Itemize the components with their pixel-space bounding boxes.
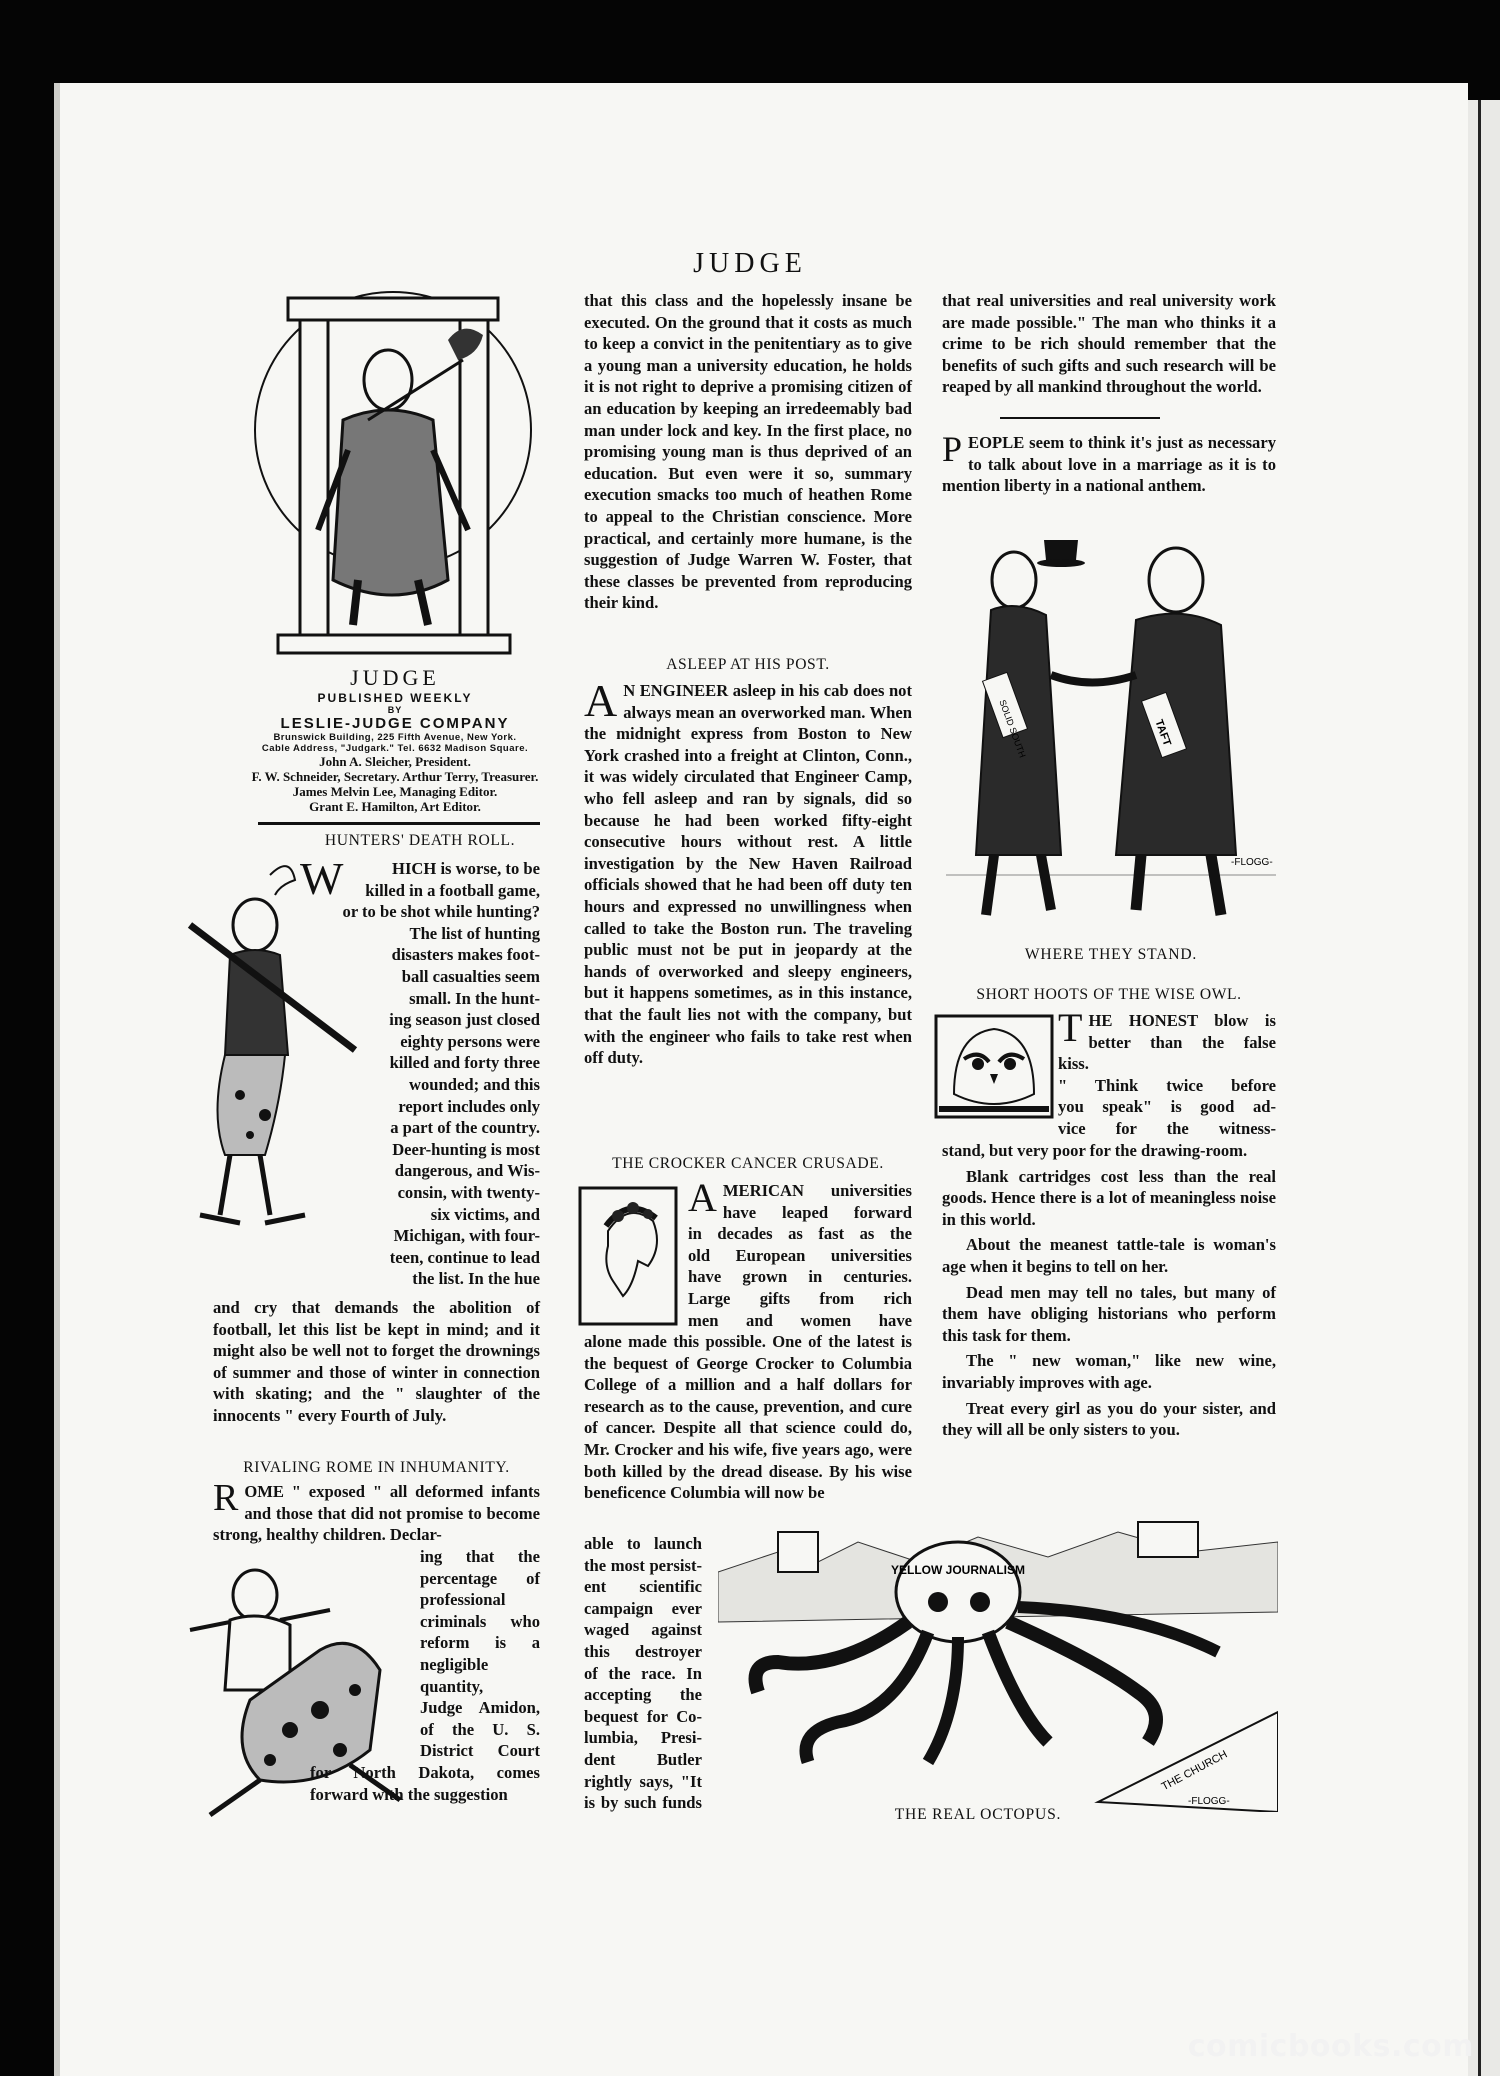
woman-portrait bbox=[578, 1186, 678, 1326]
octopus-head-label: YELLOW JOURNALISM bbox=[891, 1563, 1025, 1577]
owl-lines bbox=[1058, 1005, 1276, 1140]
owl-paragraph: Dead men may tell no tales, but many of them have obliging historians who perform this task for them. bbox=[942, 1282, 1276, 1345]
owl-illustration bbox=[934, 1014, 1054, 1119]
crocker-heading: THE CROCKER CANCER CRUSADE. bbox=[612, 1155, 884, 1172]
crocker-narrow bbox=[584, 1533, 702, 1814]
crocker-lines-line: MERICAN universities bbox=[722, 1181, 912, 1200]
colophon bbox=[250, 665, 540, 814]
hunters-lines-line: Michigan, with four- bbox=[393, 1226, 540, 1246]
crocker-dropcap: A bbox=[688, 1175, 717, 1220]
rome-lines-line: of the U. S. bbox=[420, 1719, 540, 1739]
hunters-lines-line: killed in a football game, bbox=[365, 880, 540, 900]
hunters-lines-line: consin, with twenty- bbox=[397, 1182, 540, 1202]
watermark: comicbooks.com bbox=[1187, 2029, 1474, 2064]
crocker-body: alone made this possible. One of the latest is the bequest of George Crocker to Columbia College of a million and a half dollars for research as to the cause, prevention, and cure of cancer. Despite all that science could do, Mr. Crocker and his wife, five years ago, were both killed by the dread disease. By his wise beneficence Columbia will now be bbox=[584, 1332, 912, 1503]
octopus-caption: THE REAL OCTOPUS. bbox=[894, 1806, 1062, 1823]
rome-lines-line: criminals who bbox=[420, 1611, 540, 1631]
hunters-lines-line: the list. In the hue bbox=[412, 1269, 540, 1289]
hunters-lines-line: ing season just closed bbox=[389, 1010, 540, 1030]
rome-lines-line: Judge Amidon, bbox=[420, 1698, 540, 1718]
crocker-narrow-line: able to launch bbox=[584, 1534, 702, 1553]
owl-lines-line: HE HONEST blow is bbox=[1088, 1011, 1276, 1030]
colophon-art-editor: Grant E. Hamilton, Art Editor. bbox=[309, 799, 481, 814]
hunters-text bbox=[300, 853, 540, 1290]
colophon-title: JUDGE bbox=[350, 665, 440, 690]
rome-intro-text: OME " exposed " all deformed infants and those that did not promise to become strong, healthy children. Declar- bbox=[213, 1482, 540, 1545]
colophon-address: Brunswick Building, 225 Fifth Avenue, New York. bbox=[273, 732, 517, 743]
hunters-lines-line: six victims, and bbox=[430, 1204, 540, 1224]
asleep-body: N ENGINEER asleep in his cab does not always mean an overworked man. When the midnight express from Boston to New York crashed into a freight at Clinton, Conn., it was widely circulated that Engineer Camp, who fell asleep and ran by signals, did so because he had been worked fifty-eight consecutive hours without rest. A little investigation by the New Haven Railroad officials showed that he had been off duty ten hours and expressed no unwillingness when called to take the Boston run. The traveling public must not be put in jeopardy at the hands of overworked and sleepy engineers, but it happens sometimes, as in this instance, that the fault lies not with the company, but with the engineer who fails to take rest when off duty. bbox=[584, 681, 912, 1068]
owl-paragraph: About the meanest tattle-tale is woman's age when it begins to tell on her. bbox=[942, 1235, 1276, 1276]
rome-lines-line: quantity, bbox=[420, 1676, 484, 1696]
hunters-lines-line: killed and forty three bbox=[389, 1053, 540, 1073]
owl-lines-line: " Think twice before bbox=[1058, 1075, 1276, 1095]
rome-lines-line: negligible bbox=[420, 1654, 489, 1674]
rome-lines bbox=[420, 1546, 540, 1762]
page-left-edge bbox=[54, 83, 60, 2076]
colophon-managing-editor: James Melvin Lee, Managing Editor. bbox=[292, 784, 498, 799]
crocker-lines-line: men and women have bbox=[688, 1310, 912, 1330]
crocker-lines-line: Large gifts from rich bbox=[688, 1288, 912, 1308]
colophon-officers: F. W. Schneider, Secretary. Arthur Terry, Treasurer. bbox=[251, 769, 539, 784]
crocker-narrow-line: of the race. In bbox=[584, 1663, 702, 1683]
colophon-cable: Cable Address, "Judgark." Tel. 6632 Madison Square. bbox=[261, 743, 529, 754]
octopus-cartoon bbox=[718, 1512, 1278, 1812]
hunters-lines bbox=[300, 853, 540, 1290]
colophon-by: BY bbox=[387, 705, 403, 715]
hunters-lines-line: The list of hunting bbox=[409, 923, 540, 943]
hunters-lines-line: or to be shot while hunting? bbox=[342, 902, 540, 922]
rome-lines-line: ing that the bbox=[420, 1547, 540, 1566]
crocker-narrow-line: bequest for Co- bbox=[584, 1706, 702, 1726]
owl-lines-line: vice for the witness- bbox=[1058, 1118, 1276, 1138]
crocker-narrow-line: rightly says, "It bbox=[584, 1771, 702, 1791]
owl-paragraph: Treat every girl as you do your sister, and they will all be only sisters to you. bbox=[942, 1398, 1276, 1440]
colophon-rule bbox=[258, 822, 540, 825]
rome-dropcap: R bbox=[213, 1477, 239, 1519]
crocker-continued: that real universities and real university work are made possible." The man who thinks it a crime to be rich should remember that the benefits of such gifts and such research will be reaped by all mankind throughout the world. bbox=[942, 291, 1276, 397]
hunters-lines-line: HICH is worse, to be bbox=[392, 859, 540, 878]
crocker-narrow-line: waged against bbox=[584, 1620, 702, 1640]
crocker-narrow-line: the most persist- bbox=[584, 1555, 702, 1575]
hunters-lines-line: a part of the country. bbox=[390, 1118, 540, 1138]
rome-intro bbox=[213, 1477, 540, 1546]
crocker-narrow-line: lumbia, Presi- bbox=[584, 1728, 702, 1748]
crocker-narrow-line: campaign ever bbox=[584, 1598, 702, 1618]
owl-paragraph: Blank cartridges cost less than the real goods. Hence there is a lot of meaningless noise in this world. bbox=[942, 1166, 1276, 1229]
owl-paragraph: stand, but very poor for the drawing-room. bbox=[942, 1141, 1248, 1160]
asleep-text bbox=[584, 675, 912, 1069]
crocker-narrow-line: this destroyer bbox=[584, 1641, 702, 1661]
masthead-title: JUDGE bbox=[693, 248, 807, 279]
hunters-lines-line: teen, continue to lead bbox=[389, 1247, 540, 1267]
where-they-stand-caption: WHERE THEY STAND. bbox=[1024, 946, 1198, 963]
crocker-lines-line: have grown in centuries. bbox=[688, 1267, 912, 1287]
people-text bbox=[942, 429, 1276, 497]
hunters-lines-line: eighty persons were bbox=[400, 1031, 540, 1051]
rome-lines-line: reform is a bbox=[420, 1633, 540, 1653]
cartoon-label-left: SOLID SOUTH bbox=[997, 698, 1028, 760]
octopus-church-label: THE CHURCH bbox=[1159, 1748, 1230, 1794]
owl-paras bbox=[942, 1140, 1276, 1445]
crocker-lines bbox=[688, 1175, 912, 1331]
crocker-narrow-line: ent scientific bbox=[584, 1577, 702, 1597]
hunters-lines-line: Deer-hunting is most bbox=[392, 1139, 540, 1159]
rome-continued: that this class and the hopelessly insane be executed. On the ground that it costs as much to keep a convict in the penitentiary as to give a young man a university education, he holds it is not right to deprive a promising citizen of an education by keeping an irredeemably bad man under lock and key. In the first place, no promising young man is thus deprived of an education. But even were it so, summary execution smacks too much of heathen Rome to appeal to the Christian conscience. More practical, and certainly more humane, is the suggestion of Judge Warren W. Foster, that these classes be prevented from reproducing their kind. bbox=[584, 291, 912, 613]
owl-lines-line: kiss. bbox=[1058, 1054, 1089, 1074]
judge-illustration bbox=[248, 280, 538, 660]
rome-lines-line: professional bbox=[420, 1590, 506, 1610]
crocker-lines-line: in decades as fast as the bbox=[688, 1224, 912, 1244]
crocker-lines-line: old European universities bbox=[688, 1245, 912, 1265]
owl-paragraph: The " new woman," like new wine, invariably improves with age. bbox=[942, 1351, 1276, 1392]
colophon-subtitle: PUBLISHED WEEKLY bbox=[317, 691, 473, 705]
where-they-stand-cartoon bbox=[946, 525, 1276, 935]
hunters-tail: and cry that demands the abolition of football, let this list be kept in mind; and it might also be well not to forget the drownings of summer and those of winter in connection with skating; and the " slaughter of the innocents " every Fourth of July. bbox=[213, 1298, 540, 1425]
hunters-heading: HUNTERS' DEATH ROLL. bbox=[324, 832, 516, 849]
hunters-lines-line: wounded; and this bbox=[409, 1074, 540, 1094]
crocker-narrow-line: is by such funds bbox=[584, 1793, 702, 1813]
rome-tail: for North Dakota, comes forward with the suggestion bbox=[310, 1763, 540, 1804]
hunters-lines-line: report includes only bbox=[398, 1096, 540, 1116]
octopus-signature: -FLOGG- bbox=[1188, 1796, 1230, 1807]
hunters-lines-line: disasters makes foot- bbox=[391, 945, 540, 965]
owl-lines-line: you speak" is good ad- bbox=[1058, 1097, 1276, 1117]
cartoon-label-right: TAFT bbox=[1152, 717, 1174, 748]
asleep-heading: ASLEEP AT HIS POST. bbox=[666, 656, 830, 673]
hunters-lines-line: ball casualties seem bbox=[401, 966, 540, 986]
colophon-company: LESLIE-JUDGE COMPANY bbox=[280, 715, 510, 732]
rome-heading: RIVALING ROME IN INHUMANITY. bbox=[243, 1459, 510, 1476]
hunters-lines-line: dangerous, and Wis- bbox=[394, 1161, 540, 1181]
owl-heading: SHORT HOOTS OF THE WISE OWL. bbox=[976, 986, 1242, 1003]
crocker-narrow-line: dent Butler bbox=[584, 1749, 702, 1769]
rome-lines-line: percentage of bbox=[420, 1568, 540, 1588]
colophon-president: John A. Sleicher, President. bbox=[319, 754, 471, 769]
people-dropcap: P bbox=[942, 429, 963, 469]
owl-dropcap: T bbox=[1058, 1005, 1083, 1050]
people-body: EOPLE seem to think it's just as necessary to talk about love in a marriage as it is to mention liberty in a national anthem. bbox=[942, 433, 1276, 496]
owl-lines-line: better than the false bbox=[1088, 1032, 1276, 1052]
crocker-lines-line: have leaped forward bbox=[722, 1202, 912, 1222]
hunters-dropcap: W bbox=[300, 853, 344, 904]
cartoon-signature: -FLOGG- bbox=[1231, 857, 1273, 868]
crocker-narrow-line: accepting the bbox=[584, 1685, 702, 1705]
section-rule bbox=[1000, 417, 1160, 419]
asleep-dropcap: A bbox=[584, 675, 618, 726]
rome-lines-line: District Court bbox=[420, 1741, 540, 1761]
hunters-lines-line: small. In the hunt- bbox=[409, 988, 540, 1008]
next-page-edge bbox=[1468, 100, 1500, 2076]
